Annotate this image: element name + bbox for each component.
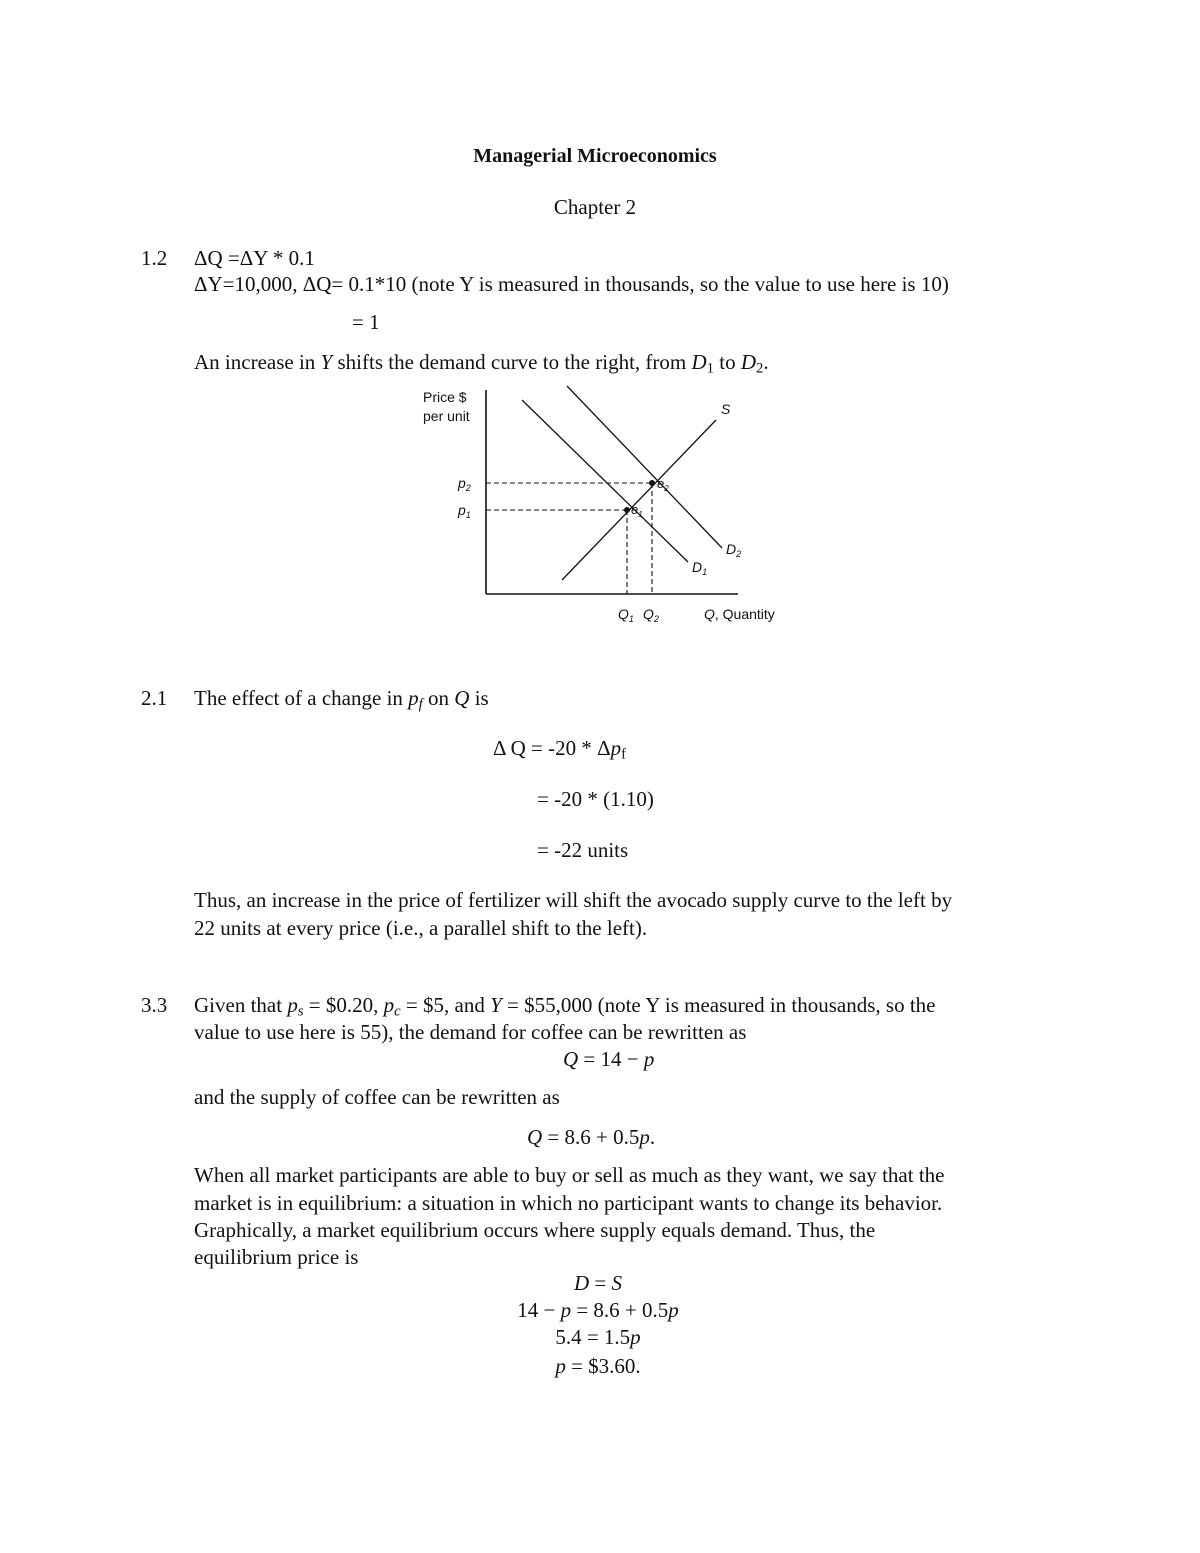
equilibrium-point-e1 [624, 507, 630, 513]
series-label-D1: $D_1$ [692, 559, 708, 577]
section-1-2-equation-1: ΔQ =ΔY * 0.1 [194, 246, 315, 270]
chapter-heading: Chapter 2 [553, 195, 637, 219]
equilibrium-equation-3: 5.4 = 1.5p [555, 1325, 641, 1349]
section-1-2-equation-2: ΔY=10,000, ΔQ= 0.1*10 (note Y is measured in thousands, so the value to use here is 10) [194, 272, 949, 296]
section-2-1-number: 2.1 [141, 686, 168, 710]
section-3-3-line-1: Given that $p_s$ = $0.20, $p_c$ = $5, and Y = $55,000 (note Y is measured in thousands, so the [194, 993, 936, 1020]
supply-equation: Q = 8.6 + 0.5p. [527, 1125, 656, 1149]
section-3-3-paragraph-line-1: When all market participants are able to buy or sell as much as they want, we say that the [194, 1163, 945, 1187]
section-1-2-number: 1.2 [141, 246, 168, 270]
x-axis-label: Q, Quantity [704, 606, 775, 622]
demand-equation: Q = 14 − p [563, 1047, 655, 1071]
tick-label-Q2: $Q_2$ [643, 606, 659, 624]
supply-demand-diagram [0, 0, 1200, 700]
section-1-2-statement: An increase in Y shifts the demand curve to the right, from $D_1$ to $D_2$. [194, 350, 769, 377]
y-axis-label-line-1: Price $ [423, 389, 467, 405]
supply-curve-S [562, 420, 716, 580]
y-axis-label-line-2: per unit [423, 408, 470, 424]
tick-label-p2: $p_2$ [458, 475, 471, 493]
section-3-3-number: 3.3 [141, 993, 168, 1017]
section-2-1-paragraph-line-1: Thus, an increase in the price of fertilizer will shift the avocado supply curve to the left by [194, 888, 953, 912]
equilibrium-equation-1: D = S [573, 1271, 622, 1295]
point-label-e2: $e_2$ [657, 476, 669, 493]
section-3-3-line-3: and the supply of coffee can be rewritten as [194, 1085, 560, 1109]
equilibrium-equation-2: 14 − p = 8.6 + 0.5p [517, 1298, 679, 1322]
document-title: Managerial Microeconomics [473, 145, 717, 167]
point-label-e1: $e_1$ [631, 502, 643, 519]
section-3-3-paragraph-line-4: equilibrium price is [194, 1245, 359, 1269]
section-1-2-equation-3: = 1 [352, 310, 380, 334]
section-3-3-paragraph-line-2: market is in equilibrium: a situation in which no participant wants to change its behavior. [194, 1191, 943, 1215]
section-2-1-equation-3: = -22 units [537, 838, 629, 862]
tick-label-p1: $p_1$ [458, 502, 471, 520]
section-2-1-equation-1: Δ $Q = -20 * \Delta p_f$ [493, 736, 627, 763]
series-label-D2: $D_2$ [726, 541, 742, 559]
equilibrium-equation-4: p = $3.60. [555, 1354, 641, 1378]
section-3-3-paragraph-line-3: Graphically, a market equilibrium occurs where supply equals demand. Thus, the [194, 1218, 876, 1242]
section-2-1-equation-2: = -20 * (1.10) [537, 787, 654, 811]
series-label-S: S [721, 401, 731, 417]
section-3-3-line-2: value to use here is 55), the demand for coffee can be rewritten as [194, 1020, 747, 1044]
tick-label-Q1: $Q_1$ [618, 606, 634, 624]
equilibrium-point-e2 [649, 480, 655, 486]
section-2-1-statement: The effect of a change in $p_f$ on Q is [194, 686, 489, 713]
section-2-1-paragraph-line-2: 22 units at every price (i.e., a parallel shift to the left). [194, 916, 648, 940]
